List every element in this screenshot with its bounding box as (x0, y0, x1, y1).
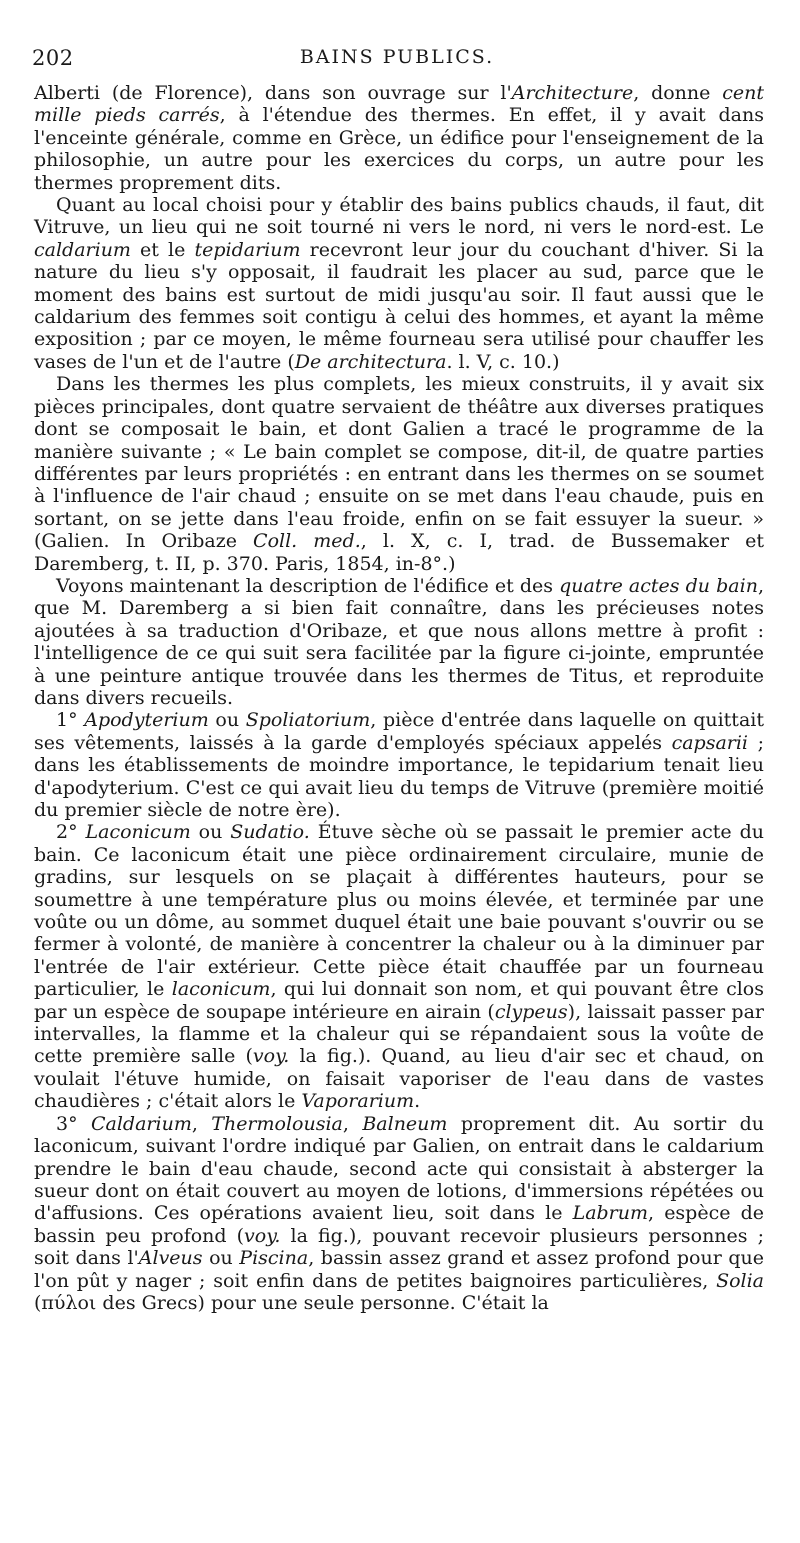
italic-text: Balneum (362, 1112, 448, 1135)
italic-text: Alveus (138, 1247, 203, 1270)
text-run: . l. V, c. 10.) (446, 350, 560, 373)
text-run: , espèce de bassin peu profond ( (34, 1202, 764, 1247)
text-run: , pièce d'entrée dans laquelle on quittait ses vêtements, laissés à la garde d'employés spéciaux appelés (34, 709, 764, 754)
text-run: , bassin assez grand et assez profond pour que l'on pût y nager ; soit enfin dans de petites baignoires particulières, (34, 1247, 764, 1292)
italic-text: Architecture (511, 82, 634, 104)
italic-text: Laconicum (85, 821, 191, 844)
paragraph (34, 575, 764, 709)
italic-text: Vaporarium (301, 1090, 415, 1113)
text-run: ), laissait passer par intervalles, la flamme et la chaleur qui se répandaient sous la voûte de cette première salle ( (34, 1000, 764, 1068)
text-run: recevront leur jour du couchant d'hiver. Si la nature du lieu s'y opposait, il faudrait les placer au sud, parce que le moment des bains est surtout de midi jusqu'au soir. Il faut aussi que le caldarium des femmes soit contigu à celui des hommes, et ayant la même exposition ; par ce moyen, le même fourneau sera utilisé pour chauffer les vases de l'un et de l'autre ( (34, 238, 764, 373)
paragraph (34, 1113, 764, 1315)
body-text (34, 82, 764, 1314)
text-run: et le (130, 238, 195, 261)
paragraph (34, 82, 764, 194)
italic-text: voy. (244, 1224, 281, 1247)
text-run: . (414, 1090, 421, 1113)
text-run: 2° (56, 821, 86, 844)
text-run: , à l'étendue des thermes. En effet, il y avait dans l'enceinte générale, comme en Grèce, un édifice pour l'enseignement de la philosophie, un autre pour les exercices du corps, un autre pour les thermes proprement dits. (34, 104, 764, 194)
text-run: Alberti (de Florence), dans son ouvrage sur l' (34, 82, 512, 104)
text-run: Dans les thermes les plus complets, les mieux construits, il y avait six pièces principales, dont quatre servaient de théâtre aux diverses pratiques dont se composait le bain, et dont Galien a tracé le programme de la manière suivante ; « Le bain complet se compose, dit-il, de quatre parties différentes par leurs propriétés : en entrant dans les thermes on se soumet à l'influence de l'air chaud ; ensuite on se met dans l'eau chaude, puis en sortant, on se jette dans l'eau froide, enfin on se fait essuyer la sueur. » (Galien. In Oribaze (34, 373, 764, 553)
text-run: Quant au local choisi pour y établir des bains publics chauds, il faut, dit Vitruve, un lieu qui ne soit tourné ni vers le nord, ni vers le nord-est. Le (34, 194, 764, 239)
italic-text: capsarii (671, 731, 749, 754)
page-number: 202 (32, 46, 74, 70)
text-run: 1° (56, 709, 85, 732)
text-run: (πύλοι des Grecs) pour une seule personne. C'était la (34, 1291, 549, 1314)
italic-text: Caldarium (90, 1112, 192, 1135)
running-title: BAINS PUBLICS. (299, 46, 495, 68)
italic-text: Labrum (572, 1202, 649, 1225)
text-run: 3° (56, 1112, 91, 1135)
text-run: Étuve sèche où se passait le premier acte du bain. Ce laconicum était une pièce ordinairement circulaire, munie de gradins, sur lesquels on se plaçait à différentes hauteurs, pour se soumettre à une température plus ou moins élevée, et terminée par une voûte ou un dôme, au sommet duquel était une baie pouvant s'ouvrir ou se fermer à volonté, de manière à concentrer la chaleur ou à la diminuer par l'entrée de l'air extérieur. Cette pièce était chauffée par un fourneau particulier, le (34, 821, 764, 1001)
italic-text: De architectura (294, 350, 447, 373)
italic-text: clypeus (494, 1000, 568, 1023)
italic-text: quatre actes du bain (559, 574, 758, 597)
text-run: ou (202, 1247, 240, 1270)
text-run: Voyons maintenant la description de l'édifice et des (56, 574, 560, 597)
paragraph (34, 194, 764, 373)
text-run: la fig.). Quand, au lieu d'air sec et chaud, on voulait l'étuve humide, on faisait vaporiser de l'eau dans de vastes chaudières ; c'était alors le (34, 1045, 764, 1113)
paragraph (34, 709, 764, 821)
text-run: , donne (633, 82, 723, 104)
text-run: proprement dit. Au sortir du laconicum, suivant l'ordre indiqué par Galien, on entrait dans le caldarium prendre le bain d'eau chaude, second acte qui consistait à absterger la sueur dont on était couvert au moyen de lotions, d'immersions répétées ou d'affusions. Ces opérations avaient lieu, soit dans le (34, 1112, 764, 1225)
italic-text: Coll. med. (253, 530, 361, 553)
text-run: ou (190, 821, 231, 844)
text-run: ; dans les établissements de moindre importance, le tepidarium tenait lieu d'apodyterium. C'est ce qui avait lieu du temps de Vitruve (première moitié du premier siècle de notre ère). (34, 731, 764, 821)
italic-text: Thermolousia (211, 1112, 343, 1135)
text-run: , (191, 1112, 212, 1135)
italic-text: tepidarium (194, 238, 301, 261)
italic-text: laconicum (171, 978, 271, 1001)
page-header (30, 44, 764, 74)
text-run: , que M. Daremberg a si bien fait connaître, dans les précieuses notes ajoutées à sa traduction d'Oribaze, et que nous allons mettre à profit : l'intelligence de ce qui suit sera facilitée par la figure ci-jointe, empruntée à une peinture antique trouvée dans les thermes de Titus, et reproduite dans divers recueils. (34, 574, 764, 709)
text-run: , (342, 1112, 363, 1135)
italic-text: caldarium (34, 238, 131, 261)
text-run: la fig.), pouvant recevoir plusieurs personnes ; soit dans l' (34, 1224, 764, 1270)
text-run: , qui lui donnait son nom, et qui pouvant être clos par un espèce de soupape intérieure en airain ( (34, 978, 764, 1023)
text-run: , l. X, c. I, trad. de Bussemaker et Daremberg, t. II, p. 370. Paris, 1854, in-8°.) (34, 530, 764, 575)
italic-text: Apodyterium (84, 709, 209, 732)
paragraph (34, 373, 764, 575)
italic-text: Spoliatorium (245, 709, 371, 732)
italic-text: Piscina (239, 1247, 309, 1270)
italic-text: Solia (716, 1269, 764, 1292)
italic-text: voy. (252, 1045, 290, 1068)
text-run: ou (208, 709, 246, 732)
paragraph (34, 821, 764, 1112)
italic-text: cent mille pieds carrés (34, 82, 764, 127)
italic-text: Sudatio. (230, 821, 310, 844)
